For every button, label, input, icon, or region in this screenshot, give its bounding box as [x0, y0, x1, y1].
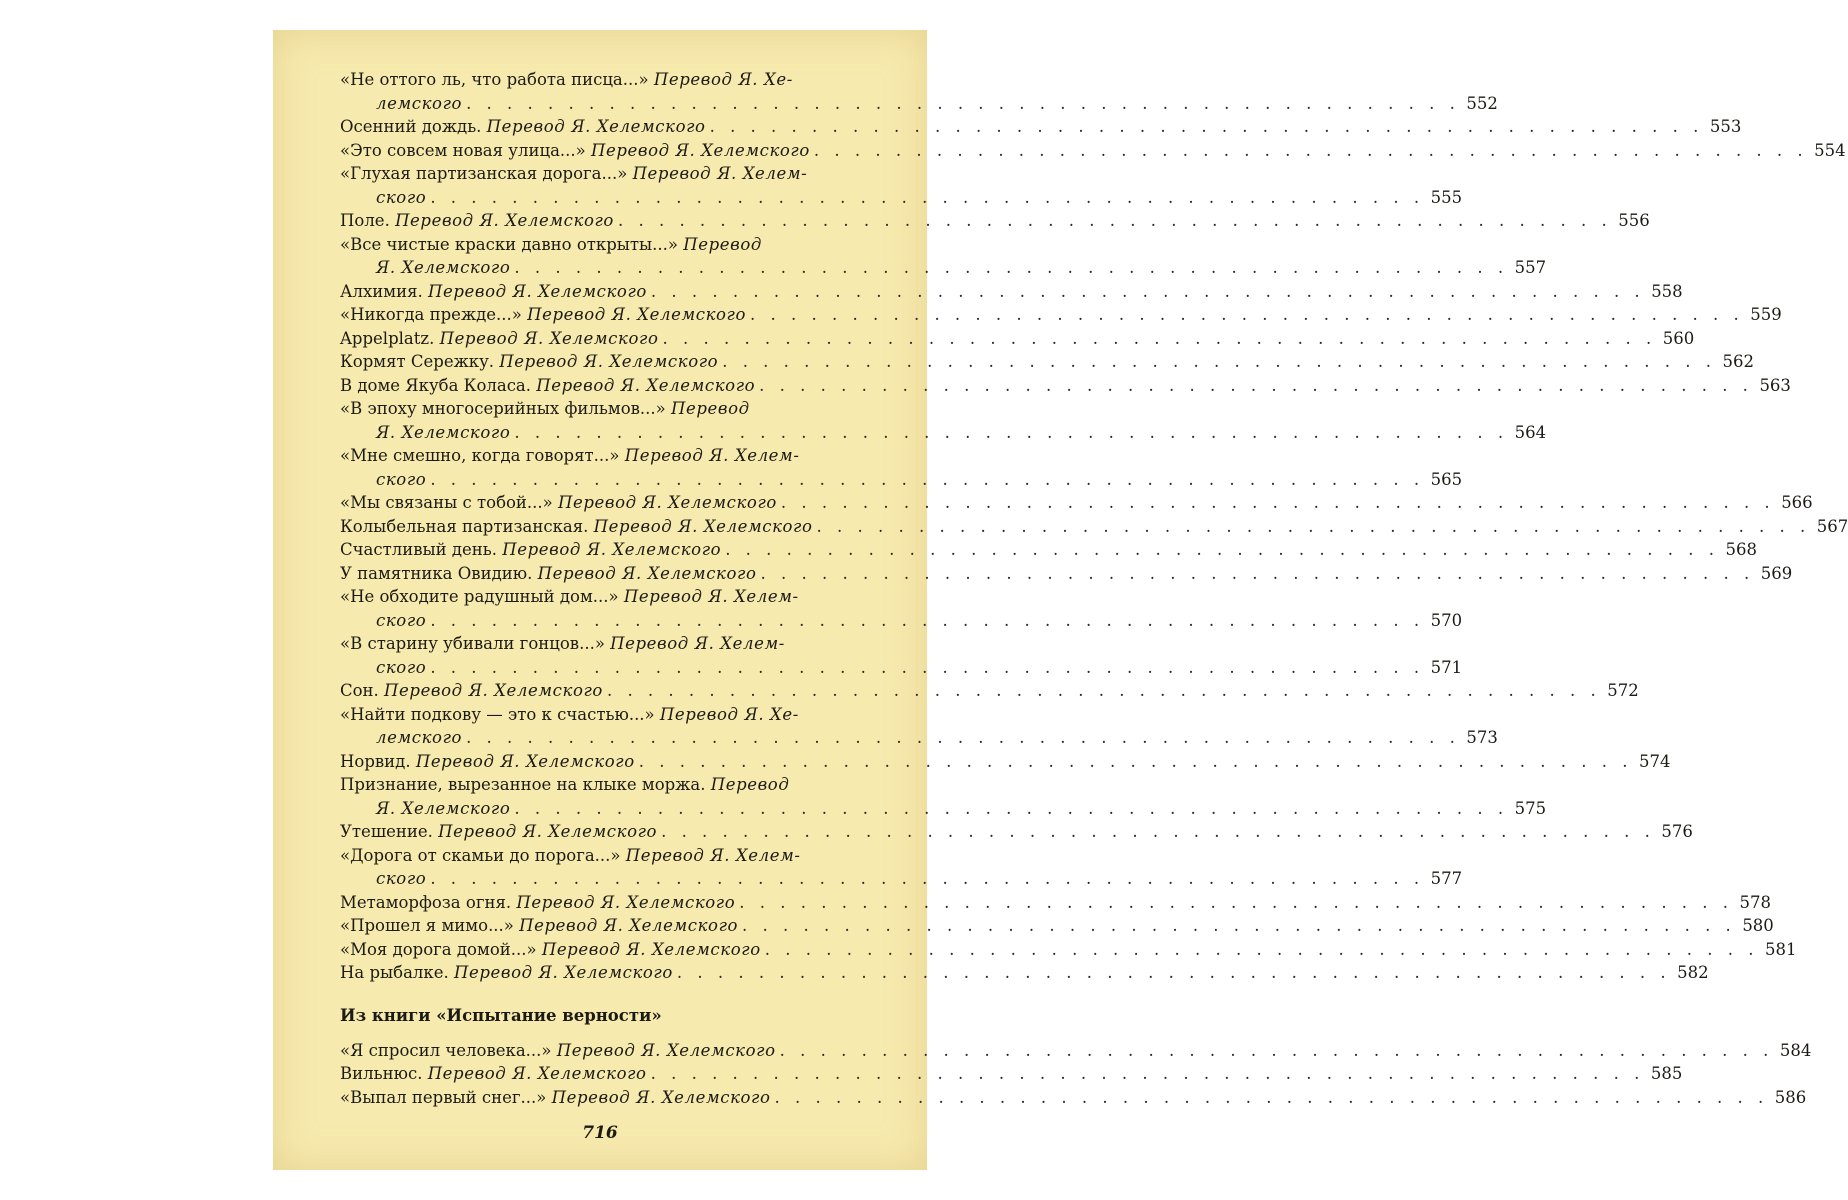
entry-page-number: 562	[1722, 352, 1754, 371]
dot-leader: . . . . . . . . . . . . . . . . . . . . . . . . . . . . . . . . . . . . . . . . . . . . . . . . .	[638, 751, 1633, 771]
toc-entry	[340, 444, 880, 468]
toc-entry-continuation	[340, 797, 1547, 821]
entry-page-number: 563	[1759, 375, 1791, 395]
toc-entry	[340, 750, 1671, 774]
dot-leader: . . . . . . . . . . . . . . . . . . . . . . . . . . . . . . . . . . . . . . . . . . . . . . . . .	[606, 681, 1601, 700]
entry-page-number: 569	[1760, 563, 1793, 583]
toc-entry	[340, 891, 1772, 915]
entry-page-number: 584	[1779, 1040, 1812, 1060]
entry-title: На рыбалке. Перевод Я. Хелемского	[340, 963, 673, 982]
entry-title: ского	[376, 610, 427, 630]
entry-page-number: 586	[1774, 1087, 1807, 1107]
dot-leader: . . . . . . . . . . . . . . . . . . . . . . . . . . . . . . . . . . . . . . . . . . . . . . . . .	[650, 281, 1645, 301]
entry-title: ского	[376, 869, 427, 888]
table-of-contents	[340, 68, 1848, 1109]
toc-entry	[340, 491, 1813, 515]
entry-title: В доме Якуба Коласа. Перевод Я. Хелемского	[340, 375, 756, 395]
toc-entry	[340, 139, 1846, 163]
dot-leader: . . . . . . . . . . . . . . . . . . . . . . . . . . . . . . . . . . . . . . . . . . . . . . . . .	[759, 375, 1753, 395]
dot-leader: . . . . . . . . . . . . . . . . . . . . . . . . . . . . . . . . . . . . . . . . . . . . . . . . .	[514, 798, 1509, 818]
entry-page-number: 574	[1639, 751, 1671, 771]
entry-title: «Глухая партизанская дорога...» Перевод Я. Хелем-	[340, 164, 808, 183]
entry-page-number: 567	[1816, 516, 1848, 536]
dot-leader: . . . . . . . . . . . . . . . . . . . . . . . . . . . . . . . . . . . . . . . . . . . . . . . . .	[725, 540, 1719, 559]
entry-page-number: 570	[1430, 610, 1463, 630]
section-heading: Из книги «Испытание верности»	[340, 1005, 662, 1025]
toc-entry-continuation	[340, 609, 1463, 633]
entry-page-number: 566	[1781, 493, 1813, 512]
entry-title: ского	[376, 469, 427, 489]
entry-title: «Дорога от скамьи до порога...» Перевод Я. Хелем-	[340, 845, 801, 865]
entry-title: Алхимия. Перевод Я. Хелемского	[340, 281, 647, 301]
toc-entry	[340, 938, 1797, 962]
toc-entry	[340, 1039, 1812, 1063]
entry-title: Кормят Сережку. Перевод Я. Хелемского	[340, 352, 719, 371]
toc-entry-continuation	[340, 468, 1463, 492]
toc-entry	[340, 115, 1742, 139]
entry-page-number: 559	[1750, 305, 1782, 324]
entry-title: «Моя дорога домой...» Перевод Я. Хелемского	[340, 939, 761, 959]
dot-leader: . . . . . . . . . . . . . . . . . . . . . . . . . . . . . . . . . . . . . . . . . . . . . . . . .	[466, 93, 1460, 113]
dot-leader: . . . . . . . . . . . . . . . . . . . . . . . . . . . . . . . . . . . . . . . . . . . . . . . . .	[774, 1087, 1769, 1107]
entry-page-number: 585	[1650, 1064, 1683, 1083]
dot-leader: . . . . . . . . . . . . . . . . . . . . . . . . . . . . . . . . . . . . . . . . . . . . . . . . .	[514, 258, 1509, 277]
entry-page-number: 553	[1709, 117, 1742, 136]
entry-title: Поле. Перевод Я. Хелемского	[340, 211, 614, 230]
entry-title: «Все чистые краски давно открыты...» Перевод	[340, 234, 762, 254]
toc-entry-continuation	[340, 421, 1547, 445]
toc-entry-continuation	[340, 867, 1463, 891]
toc-entry	[340, 703, 880, 727]
toc-entry	[340, 515, 1848, 539]
entry-title: Метаморфоза огня. Перевод Я. Хелемского	[340, 892, 736, 912]
entry-page-number: 557	[1514, 258, 1547, 277]
dot-leader: . . . . . . . . . . . . . . . . . . . . . . . . . . . . . . . . . . . . . . . . . . . . . . . . .	[722, 352, 1716, 371]
dot-leader: . . . . . . . . . . . . . . . . . . . . . . . . . . . . . . . . . . . . . . . . . . . . . . . . .	[662, 328, 1657, 348]
toc-entry	[340, 1062, 1683, 1086]
entry-title: «Я спросил человека...» Перевод Я. Хелемского	[340, 1040, 776, 1060]
section-gap	[340, 985, 880, 999]
entry-page-number: 580	[1742, 916, 1774, 935]
toc-entry	[340, 280, 1683, 304]
entry-title: Вильнюс. Перевод Я. Хелемского	[340, 1064, 647, 1083]
book-page	[273, 30, 1848, 1170]
entry-page-number: 571	[1430, 657, 1463, 677]
toc-entry	[340, 820, 1693, 844]
toc-entry	[340, 233, 880, 257]
dot-leader: . . . . . . . . . . . . . . . . . . . . . . . . . . . . . . . . . . . . . . . . . . . . . . . . .	[764, 939, 1759, 959]
dot-leader: . . . . . . . . . . . . . . . . . . . . . . . . . . . . . . . . . . . . . . . . . . . . . . . . .	[430, 187, 1425, 207]
toc-entry	[340, 773, 880, 797]
entry-title: Утешение. Перевод Я. Хелемского	[340, 822, 658, 841]
entry-title: ского	[376, 187, 427, 207]
toc-entry	[340, 914, 1774, 938]
entry-title: лемского	[376, 93, 463, 113]
entry-page-number: 558	[1651, 281, 1683, 301]
dot-leader: . . . . . . . . . . . . . . . . . . . . . . . . . . . . . . . . . . . . . . . . . . . . . . . . .	[750, 305, 1744, 324]
toc-entry	[340, 68, 880, 92]
entry-title: Счастливый день. Перевод Я. Хелемского	[340, 540, 722, 559]
entry-title: Сон. Перевод Я. Хелемского	[340, 681, 603, 700]
entry-title: «В старину убивали гонцов...» Перевод Я. Хелем-	[340, 634, 785, 653]
toc-entry	[340, 844, 880, 868]
entry-page-number: 577	[1430, 869, 1463, 888]
dot-leader: . . . . . . . . . . . . . . . . . . . . . . . . . . . . . . . . . . . . . . . . . . . . . . . . .	[650, 1064, 1645, 1083]
entry-title: «Не обходите радушный дом...» Перевод Я. Хелем-	[340, 587, 799, 606]
toc-entry	[340, 350, 1754, 374]
toc-entry	[340, 538, 1757, 562]
dot-leader: . . . . . . . . . . . . . . . . . . . . . . . . . . . . . . . . . . . . . . . . . . . . . . . . .	[813, 140, 1808, 160]
toc-entry	[340, 562, 1793, 586]
dot-leader: . . . . . . . . . . . . . . . . . . . . . . . . . . . . . . . . . . . . . . . . . . . . . . . . .	[742, 916, 1736, 935]
dot-leader: . . . . . . . . . . . . . . . . . . . . . . . . . . . . . . . . . . . . . . . . . . . . . . . . .	[760, 563, 1755, 583]
toc-entry	[340, 209, 1650, 233]
entry-page-number: 568	[1725, 540, 1757, 559]
toc-entry	[340, 327, 1695, 351]
toc-entry-continuation	[340, 186, 1463, 210]
entry-title: «Прошел я мимо...» Перевод Я. Хелемского	[340, 916, 739, 935]
entry-title: Осенний дождь. Перевод Я. Хелемского	[340, 117, 706, 136]
entry-page-number: 560	[1662, 328, 1695, 348]
toc-entry	[340, 1086, 1807, 1110]
entry-title: Норвид. Перевод Я. Хелемского	[340, 751, 635, 771]
entry-title: «Это совсем новая улица...» Перевод Я. Хелемского	[340, 140, 810, 160]
entry-title: «В эпоху многосерийных фильмов...» Перевод	[340, 399, 750, 418]
dot-leader: . . . . . . . . . . . . . . . . . . . . . . . . . . . . . . . . . . . . . . . . . . . . . . . . .	[661, 822, 1655, 841]
entry-title: Я. Хелемского	[376, 258, 511, 277]
entry-title: «Не оттого ль, что работа писца...» Перевод Я. Хе-	[340, 70, 793, 89]
toc-entry-continuation	[340, 726, 1498, 750]
toc-entry	[340, 679, 1639, 703]
dot-leader: . . . . . . . . . . . . . . . . . . . . . . . . . . . . . . . . . . . . . . . . . . . . . . . . .	[617, 211, 1612, 230]
page-number: 716	[582, 1123, 618, 1143]
dot-leader: . . . . . . . . . . . . . . . . . . . . . . . . . . . . . . . . . . . . . . . . . . . . . . . . .	[709, 117, 1704, 136]
entry-title: «Мы связаны с тобой...» Перевод Я. Хелемского	[340, 493, 777, 512]
toc-entry-continuation	[340, 656, 1463, 680]
entry-title: Appelplatz. Перевод Я. Хелемского	[340, 328, 659, 348]
dot-leader: . . . . . . . . . . . . . . . . . . . . . . . . . . . . . . . . . . . . . . . . . . . . . . . . .	[739, 892, 1734, 912]
entry-page-number: 552	[1466, 93, 1498, 113]
entry-title: лемского	[376, 728, 463, 747]
entry-page-number: 565	[1430, 469, 1463, 489]
toc-entry	[340, 961, 1709, 985]
dot-leader: . . . . . . . . . . . . . . . . . . . . . . . . . . . . . . . . . . . . . . . . . . . . . . . . .	[430, 869, 1425, 888]
entry-title: Колыбельная партизанская. Перевод Я. Хелемского	[340, 516, 813, 536]
entry-page-number: 581	[1765, 939, 1797, 959]
entry-page-number: 578	[1739, 892, 1772, 912]
entry-title: «Мне смешно, когда говорят...» Перевод Я. Хелем-	[340, 446, 800, 465]
entry-page-number: 564	[1514, 422, 1547, 442]
entry-title: «Выпал первый снег...» Перевод Я. Хелемского	[340, 1087, 771, 1107]
entry-page-number: 554	[1814, 140, 1846, 160]
toc-entry	[340, 585, 880, 609]
entry-title: Признание, вырезанное на клыке моржа. Перевод	[340, 775, 790, 794]
entry-page-number: 576	[1661, 822, 1693, 841]
dot-leader: . . . . . . . . . . . . . . . . . . . . . . . . . . . . . . . . . . . . . . . . . . . . . . . . .	[780, 493, 1775, 512]
dot-leader: . . . . . . . . . . . . . . . . . . . . . . . . . . . . . . . . . . . . . . . . . . . . . . . . .	[676, 963, 1671, 982]
dot-leader: . . . . . . . . . . . . . . . . . . . . . . . . . . . . . . . . . . . . . . . . . . . . . . . . .	[466, 728, 1460, 747]
dot-leader: . . . . . . . . . . . . . . . . . . . . . . . . . . . . . . . . . . . . . . . . . . . . . . . . .	[779, 1040, 1774, 1060]
dot-leader: . . . . . . . . . . . . . . . . . . . . . . . . . . . . . . . . . . . . . . . . . . . . . . . . .	[430, 610, 1425, 630]
toc-entry	[340, 162, 880, 186]
toc-entry	[340, 632, 880, 656]
entry-page-number: 575	[1514, 798, 1547, 818]
toc-entry	[340, 303, 1782, 327]
entry-page-number: 572	[1607, 681, 1639, 700]
entry-title: Я. Хелемского	[376, 422, 511, 442]
toc-entry	[340, 397, 880, 421]
entry-page-number: 556	[1618, 211, 1650, 230]
entry-page-number: 582	[1677, 963, 1709, 982]
dot-leader: . . . . . . . . . . . . . . . . . . . . . . . . . . . . . . . . . . . . . . . . . . . . . . . . .	[816, 516, 1811, 536]
dot-leader: . . . . . . . . . . . . . . . . . . . . . . . . . . . . . . . . . . . . . . . . . . . . . . . . .	[430, 469, 1425, 489]
entry-title: «Никогда прежде...» Перевод Я. Хелемского	[340, 305, 747, 324]
toc-entry-continuation	[340, 92, 1498, 116]
toc-entry	[340, 374, 1791, 398]
entry-page-number: 555	[1430, 187, 1463, 207]
toc-entry-continuation	[340, 256, 1547, 280]
dot-leader: . . . . . . . . . . . . . . . . . . . . . . . . . . . . . . . . . . . . . . . . . . . . . . . . .	[430, 657, 1425, 677]
dot-leader: . . . . . . . . . . . . . . . . . . . . . . . . . . . . . . . . . . . . . . . . . . . . . . . . .	[514, 422, 1509, 442]
entry-title: У памятника Овидию. Перевод Я. Хелемского	[340, 563, 757, 583]
entry-page-number: 573	[1466, 728, 1498, 747]
entry-title: «Найти подкову — это к счастью...» Перевод Я. Хе-	[340, 704, 799, 724]
entry-title: Я. Хелемского	[376, 798, 511, 818]
entry-title: ского	[376, 657, 427, 677]
